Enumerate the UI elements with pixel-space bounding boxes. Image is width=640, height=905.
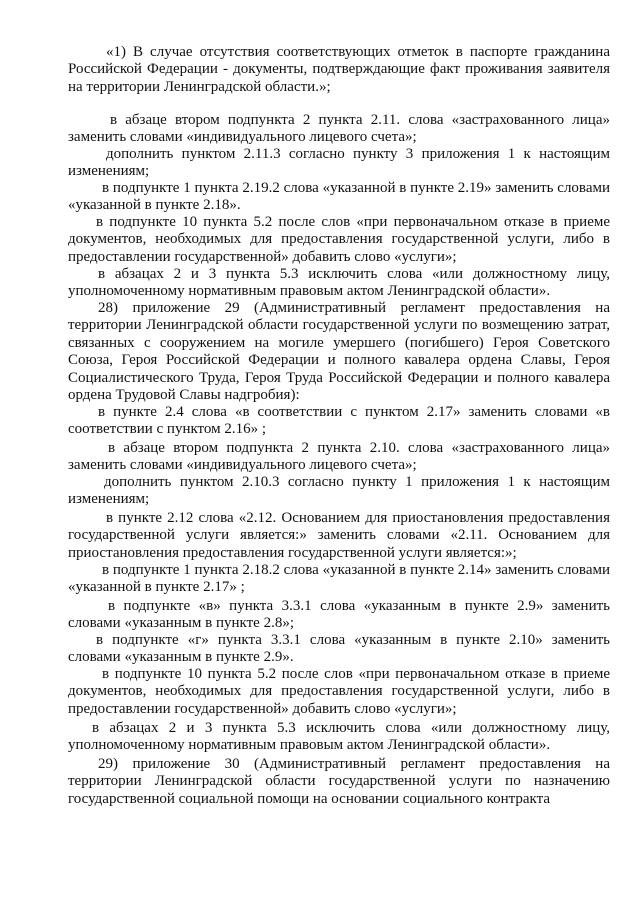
paragraph: 29) приложение 30 (Административный регламент предоставления на территории Ленинградской области государственной услуги по назначению государственной социальной помощи на основании социального контракта [68, 756, 610, 807]
paragraph: дополнить пунктом 2.10.3 согласно пункту 1 приложения 1 к настоящим изменениям; [68, 474, 610, 508]
paragraph: дополнить пунктом 2.11.3 согласно пункту 3 приложения 1 к настоящим изменениям; [68, 146, 610, 180]
paragraph: в абзаце втором подпункта 2 пункта 2.10. слова «застрахованного лица» заменить словами «индивидуального лицевого счета»; [68, 440, 610, 474]
paragraph: в подпункте 1 пункта 2.18.2 слова «указанной в пункте 2.14» заменить словами «указанной в пункте 2.17» ; [68, 562, 610, 596]
paragraph: в подпункте «г» пункта 3.3.1 слова «указанным в пункте 2.10» заменить словами «указанным в пункте 2.9». [68, 632, 610, 666]
paragraph: в пункте 2.4 слова «в соответствии с пунктом 2.17» заменить словами «в соответствии с пунктом 2.16» ; [68, 404, 610, 438]
paragraph: «1) В случае отсутствия соответствующих отметок в паспорте гражданина Российской Федерации - документы, подтверждающие факт проживания заявителя на территории Ленинградской области.»; [68, 44, 610, 95]
paragraph: в абзацах 2 и 3 пункта 5.3 исключить слова «или должностному лицу, уполномоченному нормативным правовым актом Ленинградской области». [68, 720, 610, 754]
paragraph: в подпункте 10 пункта 5.2 после слов «при первоначальном отказе в приеме документов, необходимых для предоставления государственной услуги, либо в предоставлении государственной» добавить слово «услуги»; [68, 666, 610, 717]
paragraph: в абзаце втором подпункта 2 пункта 2.11. слова «застрахованного лица» заменить словами «индивидуального лицевого счета»; [68, 112, 610, 146]
paragraph: в подпункте 10 пункта 5.2 после слов «при первоначальном отказе в приеме документов, необходимых для предоставления государственной услуги, либо в предоставлении государственной» добавить слово «услуги»; [68, 214, 610, 265]
paragraph: в пункте 2.12 слова «2.12. Основанием для приостановления предоставления государственной услуги является:» заменить словами «2.11. Основанием для приостановления предоставления государственной услуги является:»; [68, 510, 610, 561]
paragraph: в абзацах 2 и 3 пункта 5.3 исключить слова «или должностному лицу, уполномоченному нормативным правовым актом Ленинградской области». [68, 266, 610, 300]
paragraph: в подпункте 1 пункта 2.19.2 слова «указанной в пункте 2.19» заменить словами «указанной в пункте 2.18». [68, 180, 610, 214]
paragraph: в подпункте «в» пункта 3.3.1 слова «указанным в пункте 2.9» заменить словами «указанным в пункте 2.8»; [68, 598, 610, 632]
paragraph: 28) приложение 29 (Административный регламент предоставления на территории Ленинградской области государственной услуги по возмещению затрат, связанных с сооружением на могиле умершего (погибшего) Героя Советского Союза, Героя Российской Федерации и полного кавалера ордена Славы, Героя Социалистического Труда, Героя Труда Российской Федерации и полного кавалера ордена Трудовой Славы надгробия): [68, 300, 610, 404]
